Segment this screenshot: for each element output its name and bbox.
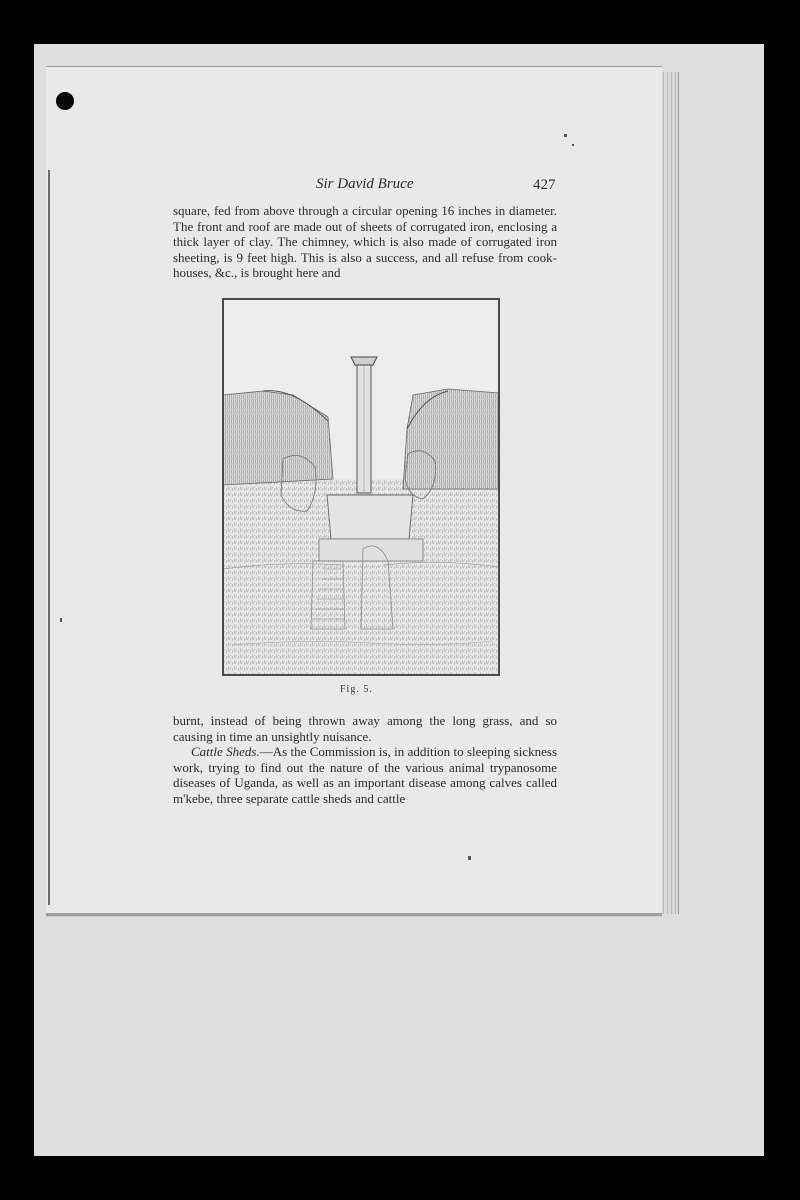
speck <box>468 856 471 860</box>
speck <box>60 618 62 622</box>
figure-caption: Fig. 5. <box>340 684 373 695</box>
punch-hole <box>56 92 74 110</box>
speck <box>564 134 567 137</box>
bottom-paragraph-2 <box>173 744 557 806</box>
speck <box>572 144 574 146</box>
running-head: Sir David Bruce <box>316 176 414 192</box>
figure-photo <box>222 298 500 676</box>
page-left-edge <box>48 170 50 905</box>
bottom-text <box>173 713 557 807</box>
top-paragraph-text: square, fed from above through a circular opening 16 inches in diameter. The front and roof are made out of sheets of corrugated iron, enclosing a thick layer of clay. The chimney, which is also made of corrugated iron sheeting, is 9 feet high. This is also a success, and all refuse from cook-houses, &c., is brought here and <box>173 203 557 281</box>
top-paragraph <box>173 203 557 281</box>
bottom-paragraph-1: burnt, instead of being thrown away among the long grass, and so causing in time an unsightly nuisance. <box>173 713 557 744</box>
cattle-sheds-text: —As the Commission is, in addition to sleeping sickness work, trying to find out the nature of the various animal trypanosome diseases of Uganda, as well as an important disease among calves called m'kebe, three separate cattle sheds and cattle <box>173 744 558 806</box>
cattle-sheds-heading: Cattle Sheds. <box>191 744 260 760</box>
figure-illustration <box>223 299 499 675</box>
page-number: 427 <box>533 177 556 193</box>
